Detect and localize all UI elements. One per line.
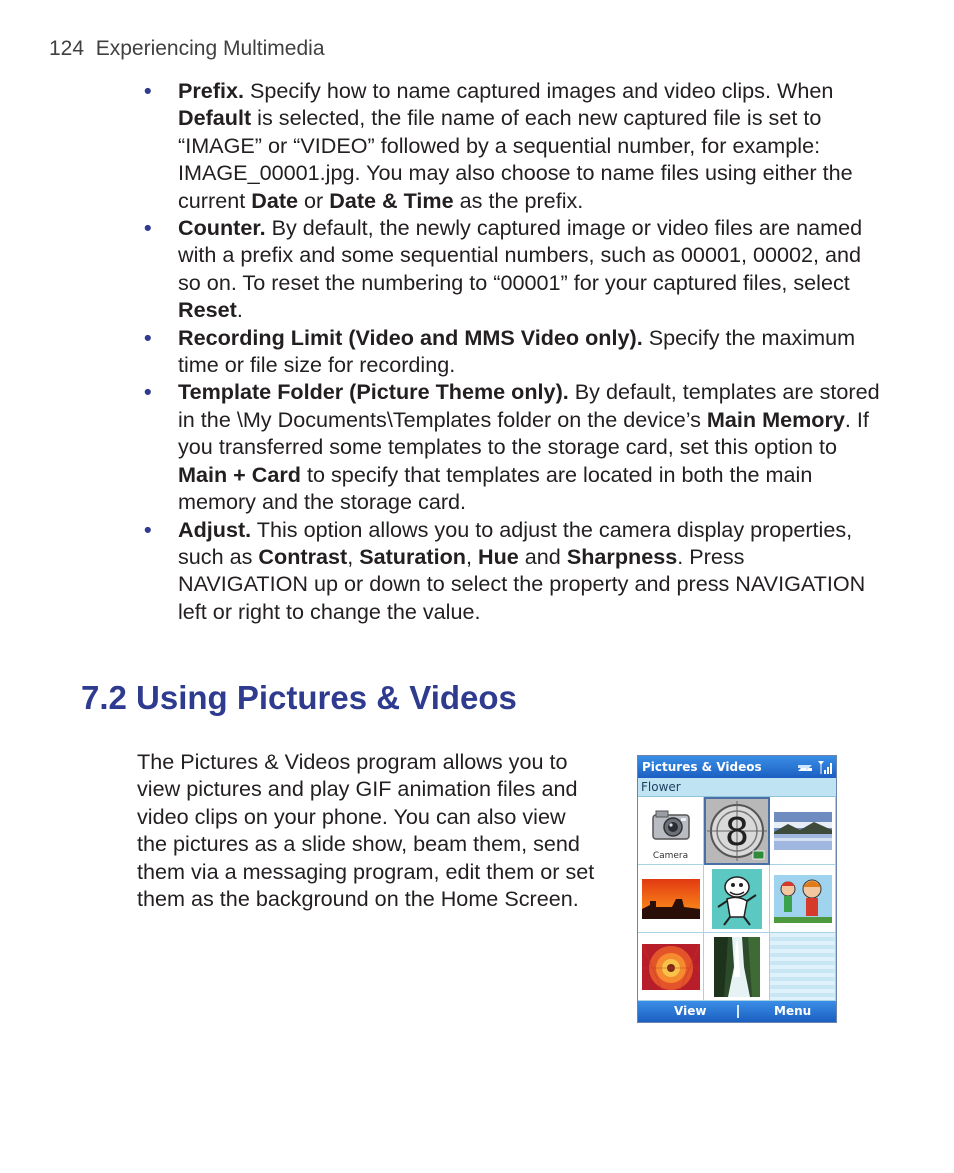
bullet-text: Specify the maximum time or file size for recording.: [178, 324, 856, 378]
bullet-marker: •: [144, 324, 152, 350]
signal-strength-icon: [817, 759, 833, 775]
bullet-bold-term: Sharpness: [566, 543, 678, 569]
phone-status-icons: [796, 759, 833, 775]
bullet-marker: •: [144, 379, 152, 405]
bullet-text: Specify how to name captured images and video clips. When: [244, 78, 834, 103]
phone-title-bar: [638, 756, 836, 778]
option-bullet-item: [140, 77, 880, 214]
bullet-text: as the prefix.: [453, 187, 584, 213]
sunset-thumbnail: [642, 879, 700, 919]
option-bullet-list: [140, 77, 880, 625]
option-bullet-item: [140, 516, 880, 626]
phone-app-title: Pictures & Videos: [642, 760, 762, 774]
option-bullet-item: [140, 378, 880, 515]
page-number: 124: [49, 37, 85, 60]
bullet-bold-term: Date & Time: [329, 187, 454, 213]
bullet-marker: •: [144, 516, 152, 542]
menu-softkey[interactable]: Menu: [774, 1004, 812, 1018]
kids-cartoon-thumbnail: [774, 875, 832, 923]
bullet-bold-term: Template Folder (Picture Theme only).: [178, 379, 569, 405]
bullet-text: or: [298, 187, 330, 213]
bullet-bold-term: Contrast: [258, 543, 348, 569]
phone-softkey-bar: [638, 1001, 836, 1022]
thumbnail-lake[interactable]: [770, 797, 836, 865]
bullet-marker: •: [144, 78, 152, 103]
bullet-bold-term: Reset: [178, 297, 237, 323]
thumbnail-waterfall[interactable]: [704, 933, 770, 1001]
thumbnail-cartoon-character[interactable]: [704, 865, 770, 933]
bullet-bold-term: Main + Card: [178, 461, 301, 487]
bullet-bold-term: Recording Limit (Video and MMS Video only).: [178, 324, 643, 350]
bullet-bold-term: Counter.: [178, 215, 266, 241]
flower-thumbnail: [642, 944, 700, 990]
bullet-text: ,: [465, 543, 478, 569]
bullet-text: is selected, the file name of each new captured file is set to “IMAGE” or “VIDEO” followed by a sequential number, for example: IMAGE_00001.jpg. You may also choose to name files using either the current: [178, 105, 853, 213]
thumbnail-kids-cartoon[interactable]: [770, 865, 836, 933]
camera-icon: [650, 807, 692, 843]
bullet-bold-term: Date: [251, 187, 299, 213]
thumbnail-sunset[interactable]: [638, 865, 704, 933]
bullet-text: to specify that templates are located in both the main memory and the storage card.: [178, 461, 813, 515]
bullet-text: ,: [347, 543, 360, 569]
option-bullet-item: [140, 214, 880, 324]
bullet-bold-term: Saturation: [359, 543, 466, 569]
bullet-text: . If you transferred some templates to the storage card, set this option to: [178, 406, 869, 460]
thumbnail-camera[interactable]: [638, 797, 704, 865]
bullet-text: This option allows you to adjust the camera display properties, such as: [178, 516, 853, 569]
connectivity-icon: [796, 761, 814, 775]
thumbnail-video-clip[interactable]: [704, 797, 770, 865]
bullet-bold-term: Hue: [477, 543, 519, 569]
camera-label: Camera: [652, 851, 689, 861]
video-countdown-thumbnail: [706, 799, 768, 863]
bullet-bold-term: Default: [178, 105, 252, 131]
bullet-text: By default, templates are stored in the \My Documents\Templates folder on the device’s: [178, 379, 880, 432]
bullet-bold-term: Adjust.: [178, 516, 252, 542]
softkey-divider: [737, 1005, 739, 1018]
bullet-text: and: [518, 543, 567, 569]
phone-folder-dropdown[interactable]: Flower: [638, 778, 836, 797]
bullet-marker: •: [144, 215, 152, 241]
bullet-bold-term: Main Memory: [706, 406, 845, 432]
thumbnail-grid: [638, 797, 836, 1001]
section-intro-paragraph: The Pictures & Videos program allows you to view pictures and play GIF animation files and video clips on your phone. You can also view the pictures as a slide show, beam them, send them via a messaging program, edit them or set them as the background on the Home Screen.: [137, 749, 595, 912]
countdown-digit: 8: [724, 809, 749, 854]
view-softkey[interactable]: View: [674, 1004, 707, 1018]
cartoon-character-thumbnail: [712, 869, 762, 929]
phone-screenshot: [637, 755, 837, 1023]
bullet-bold-term: Prefix.: [178, 78, 245, 103]
bullet-text: By default, the newly captured image or video files are named with a prefix and some sequential numbers, such as 00001, 00002, and so on. To reset the numbering to “00001” for your captured files, select: [178, 215, 863, 295]
thumbnail-empty-slot: [770, 933, 836, 1001]
running-header: [49, 37, 325, 61]
waterfall-thumbnail: [714, 937, 760, 997]
option-bullet-item: [140, 324, 880, 379]
lake-thumbnail: [774, 812, 832, 850]
thumbnail-flower[interactable]: [638, 933, 704, 1001]
bullet-text: . Press NAVIGATION up or down to select the property and press NAVIGATION left or right to change the value.: [178, 543, 866, 624]
bullet-text: .: [236, 297, 243, 323]
running-title: Experiencing Multimedia: [95, 37, 325, 60]
section-heading: 7.2 Using Pictures & Videos: [81, 679, 517, 716]
